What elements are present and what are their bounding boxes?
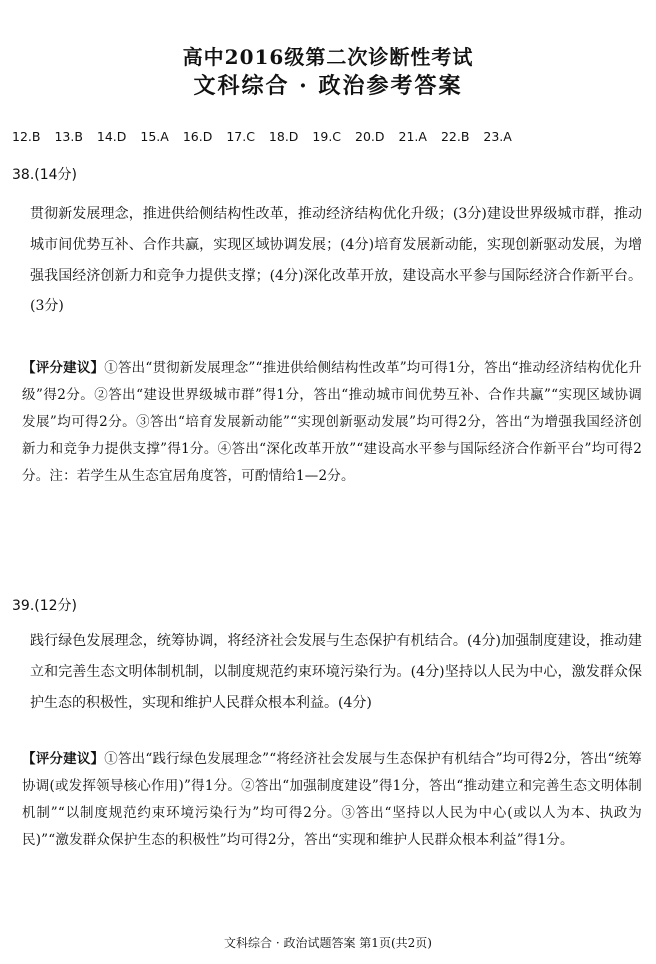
question-38-scoring-suggestion: [22, 355, 642, 490]
question-39-answer: 践行绿色发展理念，统筹协调，将经济社会发展与生态保护有机结合。(4分)加强制度建设，推动建立和完善生态文明体制机制，以制度规范约束环境污染行为。(4分)坚持以人民为中心，激发群众保护生态的积极性，实现和维护人民群众根本利益。(4分): [30, 633, 642, 711]
scoring-suggestion-tag: 【评分建议】: [22, 360, 105, 376]
scoring-suggestion-tag: 【评分建议】: [22, 751, 105, 767]
question-38-answer: 贯彻新发展理念，推进供给侧结构性改革，推动经济结构优化升级；(3分)建设世界级城市群，推动城市间优势互补、合作共赢，实现区域协调发展；(4分)培育发展新动能，实现创新驱动发展，为增强我国经济创新力和竞争力提供支撑；(4分)深化改革开放，建设高水平参与国际经济合作新平台。(3分): [30, 206, 642, 315]
question-38-heading: 38.(14分): [12, 167, 78, 183]
choice-answer: 16.D: [182, 129, 213, 144]
choice-answer: 23.A: [483, 129, 512, 144]
choice-answer: 14.D: [96, 129, 127, 144]
choice-answer: 19.C: [312, 129, 342, 144]
choice-answer: 15.A: [140, 129, 169, 144]
choice-answer: 22.B: [440, 129, 470, 144]
scoring-suggestion-text: ①答出“贯彻新发展理念”“推进供给侧结构性改革”均可得1分，答出“推动经济结构优化升级”得2分。②答出“建设世界级城市群”得1分，答出“推动城市间优势互补、合作共赢”“实现区域协调发展”均可得2分。③答出“培育发展新动能”“实现创新驱动发展”均可得2分，答出“为增强我国经济创新力和竞争力提供支撑”得1分。④答出“深化改革开放”“建设高水平参与国际经济合作新平台”均可得2分。注：若学生从生态宜居角度答，可酌情给1—2分。: [22, 360, 643, 484]
page-footer: 文科综合 · 政治试题答案 第1页(共2页): [224, 936, 432, 950]
question-39-heading: 39.(12分): [12, 598, 78, 614]
choice-answer: 17.C: [226, 129, 255, 144]
choice-answer: 12.B: [12, 129, 41, 144]
choice-answer: 21.A: [398, 129, 427, 144]
question-39-scoring-suggestion: [22, 746, 642, 854]
scoring-suggestion-text: ①答出“践行绿色发展理念”“将经济社会发展与生态保护有机结合”均可得2分，答出“统筹协调(或发挥领导核心作用)”得1分。②答出“加强制度建设”得1分，答出“推动建立和完善生态文明体制机制”“以制度规范约束环境污染行为”均可得2分。③答出“坚持以人民为中心(或以人为本、执政为民)”“激发群众保护生态的积极性”均可得2分，答出“实现和维护人民群众根本利益”得1分。: [22, 751, 643, 848]
choice-answers-row: [12, 128, 652, 146]
choice-answer: 20.D: [355, 129, 385, 144]
choice-answer: 18.D: [268, 129, 299, 144]
answer-key-subtitle: 文科综合 · 政治参考答案: [193, 73, 463, 99]
choice-answer: 13.B: [54, 129, 83, 144]
exam-title: 高中2016级第二次诊断性考试: [182, 45, 474, 69]
